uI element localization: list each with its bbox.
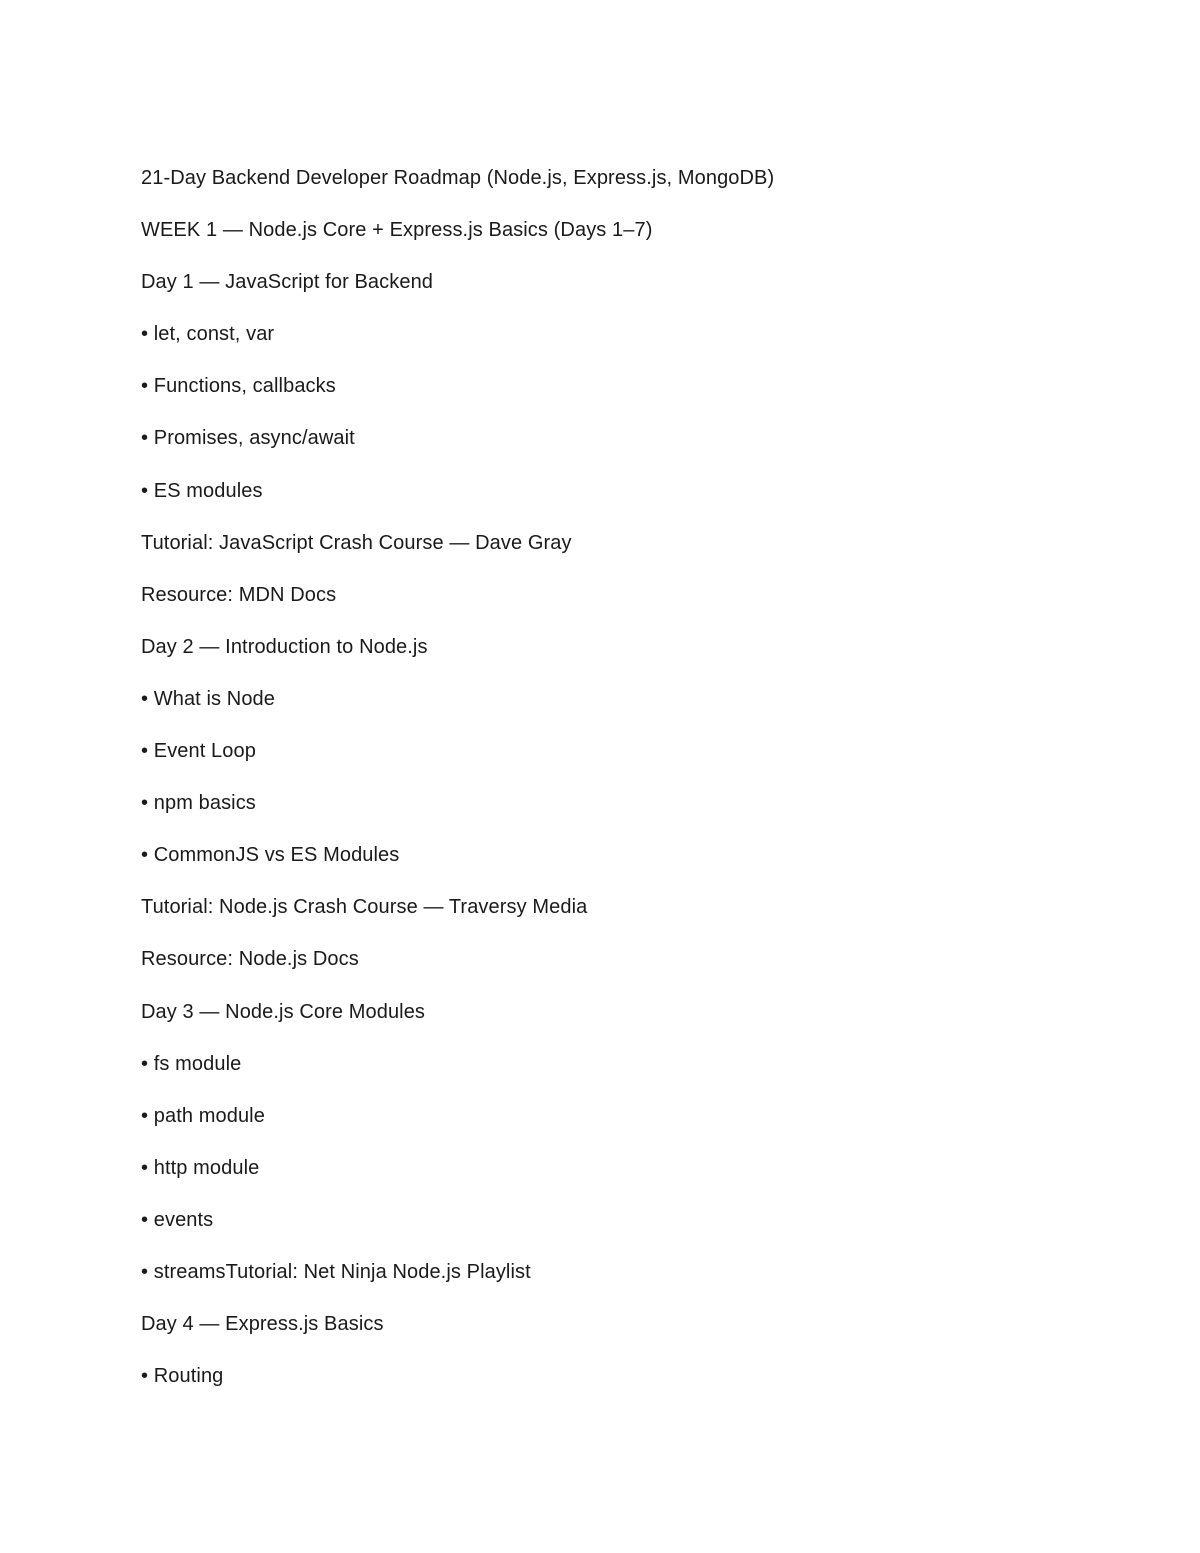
bullet-item: • http module	[141, 1156, 260, 1179]
bullet-item: • CommonJS vs ES Modules	[141, 844, 400, 867]
bullet-item: • let, const, var	[141, 323, 275, 346]
bullet-item: • ES modules	[141, 479, 263, 502]
bullet-item: • streamsTutorial: Net Ninja Node.js Playlist	[141, 1260, 531, 1283]
bullet-item: • fs module	[141, 1052, 242, 1075]
document-body	[141, 163, 1101, 1413]
bullet-item: • Routing	[141, 1365, 224, 1388]
bullet-item: • What is Node	[141, 687, 276, 710]
bullet-item: • events	[141, 1208, 214, 1231]
document-title: 21-Day Backend Developer Roadmap (Node.js, Express.js, MongoDB)	[141, 167, 775, 189]
day-heading: Day 2 — Introduction to Node.js	[141, 635, 428, 658]
resource-line: Resource: Node.js Docs	[141, 948, 359, 971]
day-heading: Day 1 — JavaScript for Backend	[141, 271, 434, 294]
day-heading: Day 4 — Express.js Basics	[141, 1313, 384, 1336]
tutorial-line: Tutorial: JavaScript Crash Course — Dave Gray	[141, 531, 572, 554]
tutorial-line: Tutorial: Node.js Crash Course — Traversy Media	[141, 896, 588, 919]
bullet-item: • npm basics	[141, 792, 256, 815]
bullet-item: • Functions, callbacks	[141, 375, 336, 398]
bullet-item: • Event Loop	[141, 740, 256, 763]
week-heading: WEEK 1 — Node.js Core + Express.js Basics (Days 1–7)	[141, 219, 653, 242]
bullet-item: • Promises, async/await	[141, 427, 355, 450]
day-heading: Day 3 — Node.js Core Modules	[141, 1000, 426, 1023]
bullet-item: • path module	[141, 1104, 265, 1127]
resource-line: Resource: MDN Docs	[141, 583, 337, 606]
